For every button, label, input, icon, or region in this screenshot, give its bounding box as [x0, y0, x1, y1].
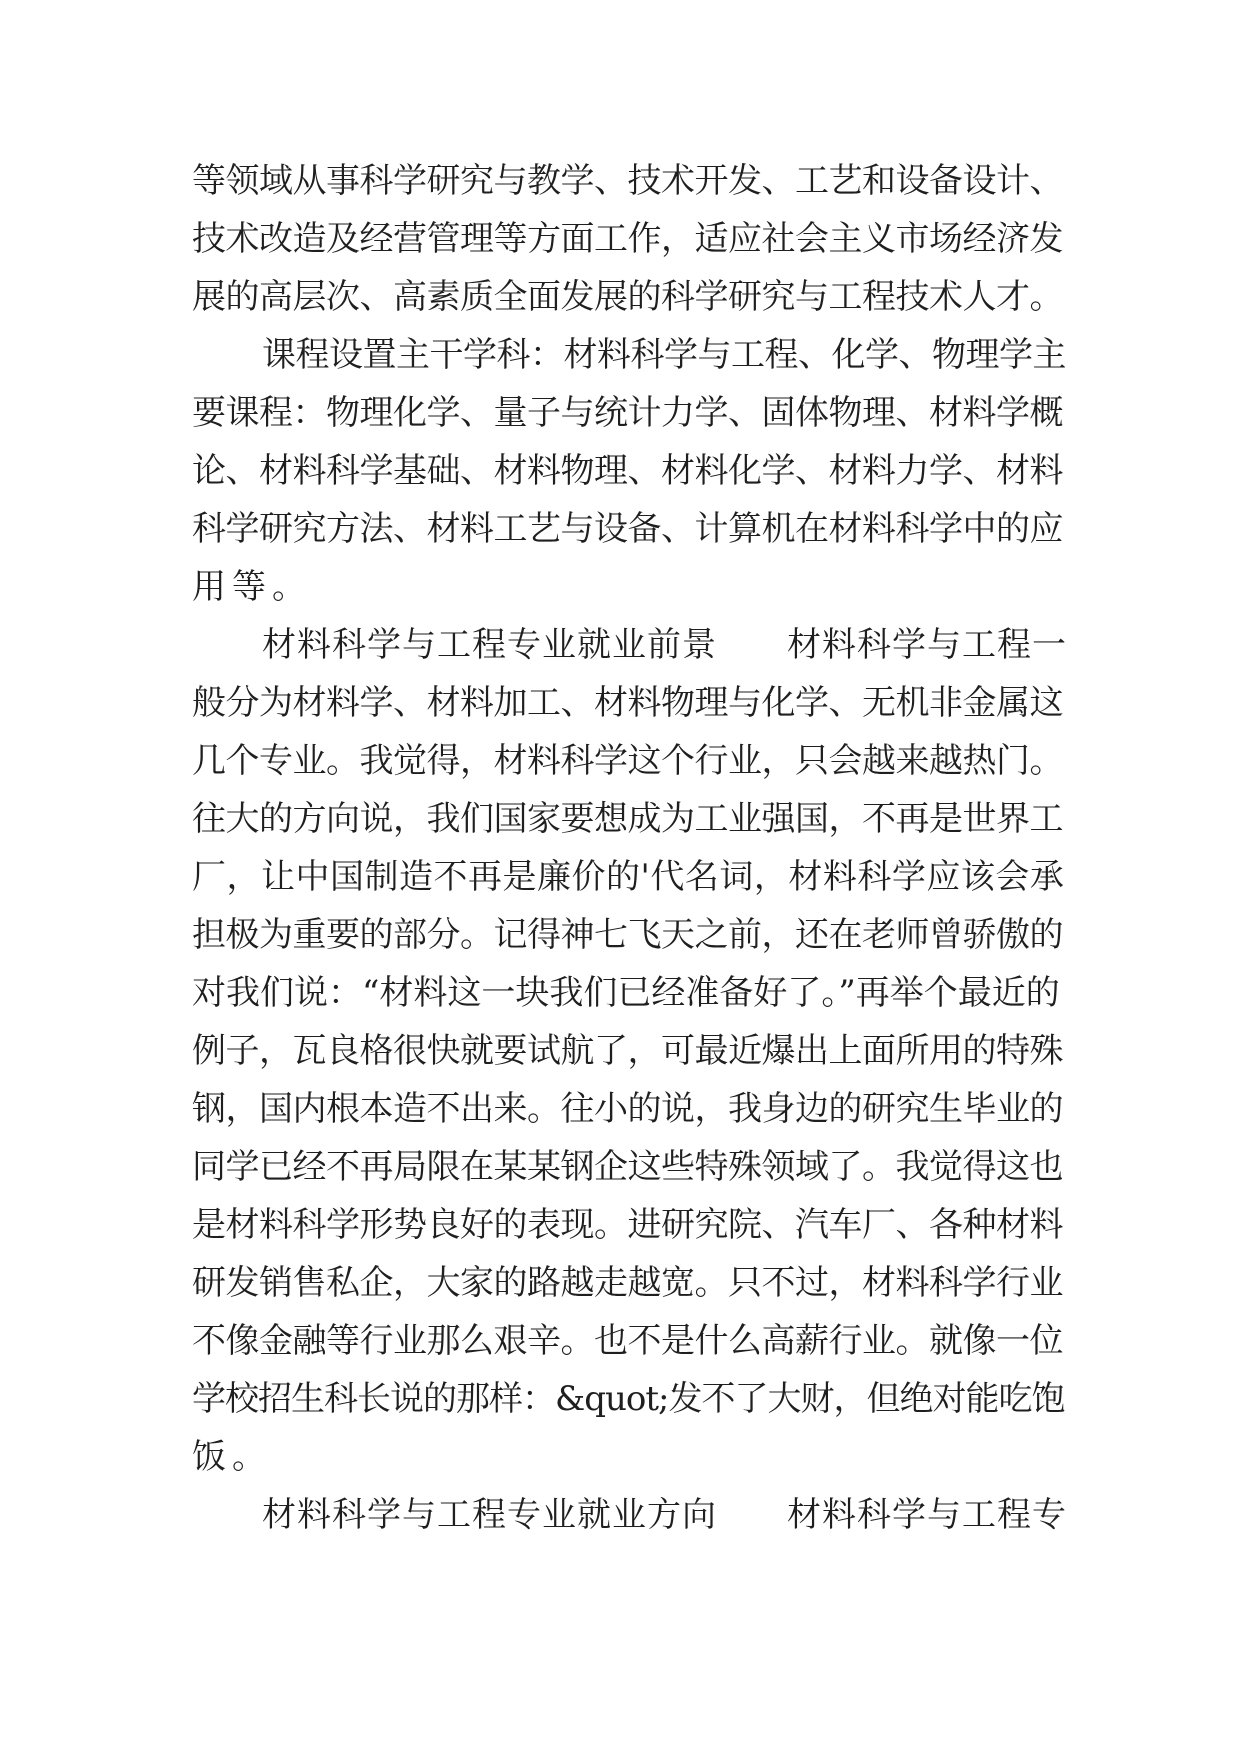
text-line: 材料科学与工程专业就业前景 材料科学与工程一 [262, 625, 1067, 665]
text-line: 课程设置主干学科：材料科学与工程、化学、物理学主 [262, 335, 1066, 375]
text-line: 展的高层次、高素质全面发展的科学研究与工程技术人才。 [192, 277, 1063, 317]
text-line: 用等。 [192, 567, 312, 607]
text-line: 不像金融等行业那么艰辛。也不是什么高薪行业。就像一位 [192, 1321, 1063, 1361]
text-line: 要课程：物理化学、量子与统计力学、固体物理、材料学概 [192, 393, 1063, 433]
text-line: 等领域从事科学研究与教学、技术开发、工艺和设备设计、 [192, 161, 1063, 201]
text-line: 担极为重要的部分。记得神七飞天之前，还在老师曾骄傲的 [192, 915, 1063, 955]
text-line: 往大的方向说，我们国家要想成为工业强国，不再是世界工 [192, 799, 1063, 839]
text-line: 论、材料科学基础、材料物理、材料化学、材料力学、材料 [192, 451, 1063, 491]
text-line: 对我们说：“材料这一块我们已经准备好了。”再举个最近的 [192, 973, 1060, 1013]
text-line: 是材料科学形势良好的表现。进研究院、汽车厂、各种材料 [192, 1205, 1063, 1245]
text-line: 般分为材料学、材料加工、材料物理与化学、无机非金属这 [192, 683, 1063, 723]
text-line: 材料科学与工程专业就业方向 材料科学与工程专 [262, 1495, 1067, 1535]
text-line: 钢，国内根本造不出来。往小的说，我身边的研究生毕业的 [192, 1089, 1063, 1129]
text-line: 饭。 [192, 1437, 272, 1477]
text-line: 技术改造及经营管理等方面工作，适应社会主义市场经济发 [192, 219, 1063, 259]
text-line: 例子，瓦良格很快就要试航了，可最近爆出上面所用的特殊 [192, 1031, 1063, 1071]
text-line: 科学研究方法、材料工艺与设备、计算机在材料科学中的应 [192, 509, 1063, 549]
text-line: 研发销售私企，大家的路越走越宽。只不过，材料科学行业 [192, 1263, 1063, 1303]
text-line: 厂，让中国制造不再是廉价的'代名词，材料科学应该会承 [192, 857, 1065, 897]
document-body [192, 152, 1072, 1544]
text-line: 几个专业。我觉得，材料科学这个行业，只会越来越热门。 [192, 741, 1063, 781]
text-line: 学校招生科长说的那样：&quot;发不了大财，但绝对能吃饱 [192, 1379, 1065, 1419]
text-line: 同学已经不再局限在某某钢企这些特殊领域了。我觉得这也 [192, 1147, 1063, 1187]
